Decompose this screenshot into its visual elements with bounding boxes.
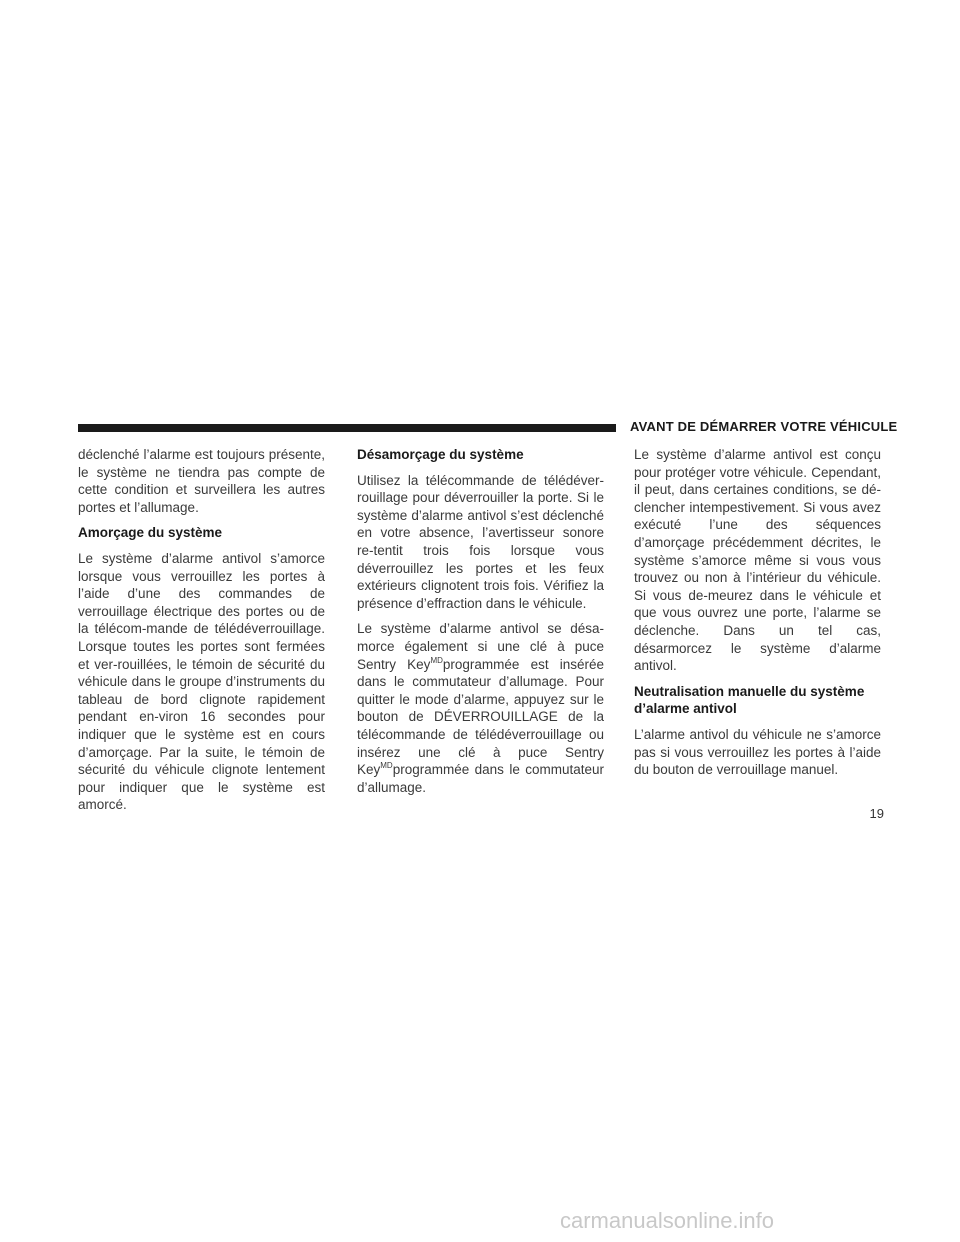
paragraph: déclenché l’alarme est toujours présente, le système ne tiendra pas compte de cette condition et surveillera les autres portes et l’allumage. <box>78 447 325 515</box>
column-2 <box>357 446 604 804</box>
paragraph: L’alarme antivol du véhicule ne s’amorce pas si vous verrouillez les portes à l’aide du bouton de verrouillage manuel. <box>634 726 881 778</box>
column-1 <box>78 446 325 822</box>
paragraph: Le système d’alarme antivol est conçu pour protéger votre véhicule. Cependant, il peut, dans certaines conditions, se dé-clencher intempestivement. Si vous avez exécuté l’une des séquences d’amorçage précédemment décrites, le système s’amorce même si vous vous trouvez ou non à l’intérieur du véhicule. Si vous de-meurez dans le véhicule et que vous ouvrez une porte, l’alarme se déclenche. Dans un tel cas, désarmorcez le système d’alarme antivol. <box>634 447 881 674</box>
text-run: programmée est insérée dans le commutateur d’allumage. Pour quitter le mode d’alarme, appuyez sur le bouton de DÉVERROUILLAGE de la télécommande de télédéverrouillage ou insérez une clé à puce Sentry Key <box>357 656 605 778</box>
watermark: carmanualsonline.info <box>560 1208 775 1233</box>
superscript-md: MD <box>430 655 443 665</box>
page-number: 19 <box>869 806 884 821</box>
heading-amorcage: Amorçage du système <box>78 525 223 541</box>
header-rule <box>78 424 616 432</box>
heading-desamorcage: Désamorçage du système <box>357 447 524 462</box>
section-title: AVANT DE DÉMARRER VOTRE VÉHICULE <box>630 419 898 434</box>
column-3 <box>634 446 881 787</box>
superscript-md: MD <box>380 761 393 771</box>
paragraph-sentry-key <box>357 620 604 796</box>
text-run: Le système d’alarme antivol se désa-morce également si une clé à puce Sentry Key <box>357 621 604 672</box>
heading-neutralisation: Neutralisation manuelle du système d’alarme antivol <box>634 683 865 717</box>
paragraph: Le système d’alarme antivol s’amorce lorsque vous verrouillez les portes à l’aide d’une des commandes de verrouillage électrique des portes ou de la télécom-mande de télédéverrouillage. Lorsque toutes les portes sont fermées et ver-rouillées, le témoin de sécurité du véhicule dans le groupe d’instruments du tableau de bord clignote rapidement pendant en-viron 16 secondes pour indiquer que le système est en cours d’amorçage. Par la suite, le témoin de sécurité du véhicule clignote lentement pour indiquer que le système est amorcé. <box>78 550 325 813</box>
paragraph: Utilisez la télécommande de télédéver-rouillage pour déverrouiller la porte. Si le système d’alarme antivol s’est déclenché en votre absence, l’avertisseur sonore re-tentit trois fois lorsque vous déverrouillez les portes et les feux extérieurs clignotent trois fois. Vérifiez la présence d’effraction dans le véhicule. <box>357 472 604 611</box>
text-run: programmée dans le commutateur d’allumage. <box>357 762 604 795</box>
